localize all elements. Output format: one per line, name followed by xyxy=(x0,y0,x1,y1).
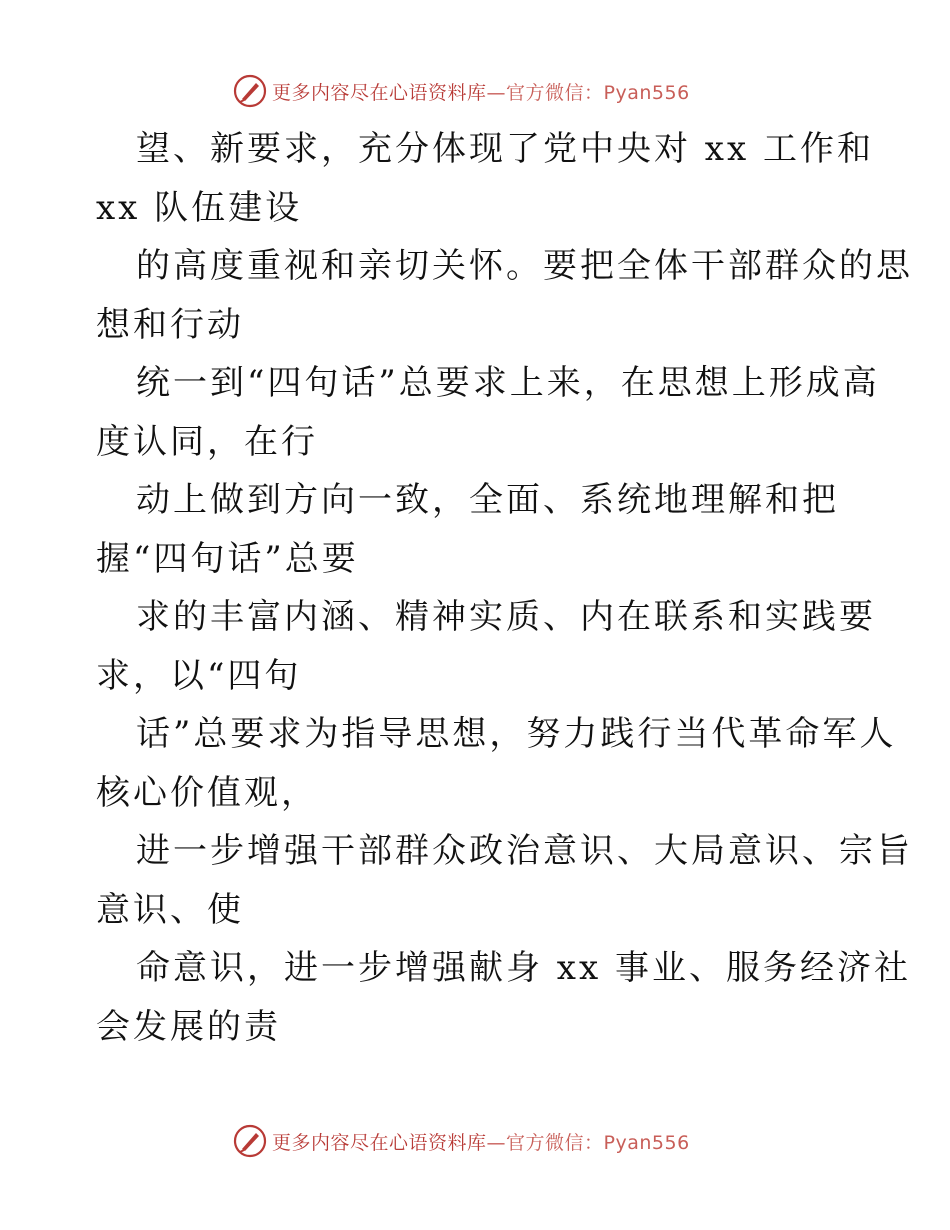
text-line: 想和行动 xyxy=(96,304,244,345)
text-line: 话”总要求为指导思想，努力践行当代革命军人 xyxy=(136,714,897,754)
watermark-text xyxy=(272,1128,690,1155)
watermark-main-text: 更多内容尽在心语资料库 xyxy=(272,81,487,104)
text-line: 求，以“四句 xyxy=(96,655,302,696)
text-line: 握“四句话”总要 xyxy=(96,538,359,579)
text-line: 的高度重视和亲切关怀。要把全体干部群众的思 xyxy=(136,246,913,286)
text-line: 望、新要求，充分体现了党中央对 xx 工作和 xyxy=(136,129,874,169)
watermark-main-text: 更多内容尽在心语资料库 xyxy=(272,1131,487,1154)
text-line: 度认同，在行 xyxy=(96,421,318,462)
text-line: 会发展的责 xyxy=(96,1006,281,1047)
quill-logo-icon xyxy=(232,1123,268,1159)
text-line: xx 队伍建设 xyxy=(96,187,303,228)
document-body xyxy=(96,120,913,1056)
text-line: 求的丰富内涵、精神实质、内在联系和实践要 xyxy=(136,597,876,637)
footer-watermark xyxy=(232,1122,690,1160)
header-watermark xyxy=(232,72,690,110)
text-line: 进一步增强干部群众政治意识、大局意识、宗旨 xyxy=(136,831,913,871)
text-line: 统一到“四句话”总要求上来，在思想上形成高 xyxy=(136,363,880,403)
text-line: 意识、使 xyxy=(96,889,244,930)
text-line: 核心价值观， xyxy=(96,772,318,813)
watermark-text xyxy=(272,78,690,105)
text-line: 动上做到方向一致，全面、系统地理解和把 xyxy=(136,480,839,520)
watermark-sub-text: —官方微信：Pyan556 xyxy=(486,1131,690,1154)
watermark-sub-text: —官方微信：Pyan556 xyxy=(486,81,690,104)
text-line: 命意识，进一步增强献身 xx 事业、服务经济社 xyxy=(136,948,911,988)
quill-logo-icon xyxy=(232,73,268,109)
